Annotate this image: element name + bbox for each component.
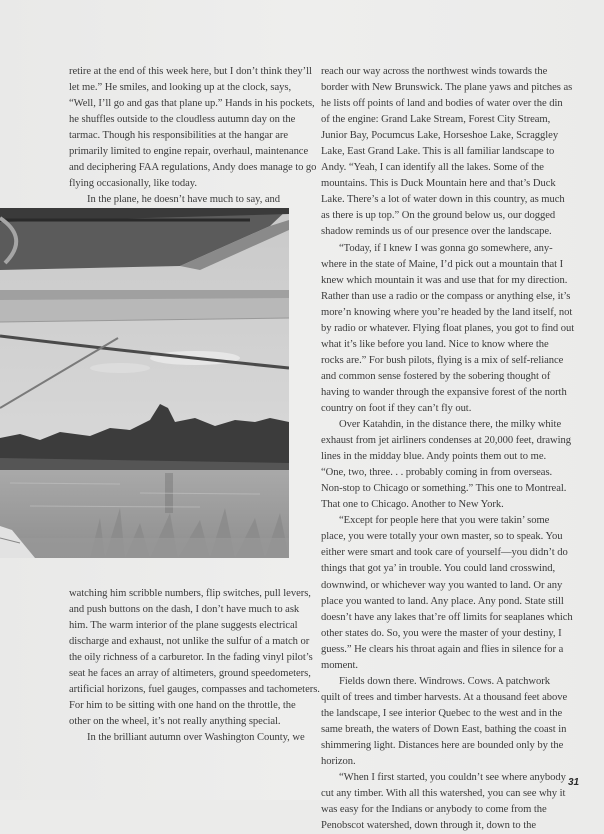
- text-line: things that got ya’ in trouble. You could land crosswind,: [321, 563, 556, 575]
- text-line: him. The warm interior of the plane suggests electrical: [69, 620, 298, 632]
- text-line: “One, two, three. . . probably coming in from overseas.: [321, 467, 553, 479]
- text-line: the oily richness of a carburetor. In the fading vinyl pilot’s: [69, 652, 313, 664]
- text-line: place, you were totally your own master, so to speak. You: [321, 531, 563, 543]
- text-line: “Well, I’ll go and gas that plane up.” Hands in his pockets,: [69, 98, 315, 110]
- text-line: exhaust from jet airliners condenses at 20,000 feet, drawing: [321, 435, 571, 447]
- text-line: flying occasionally, like today.: [69, 178, 197, 190]
- text-line: and common sense fostered by the sobering thought of: [321, 370, 551, 382]
- text-line: quilt of trees and timber harvests. At a thousand feet above: [321, 691, 568, 703]
- text-line: That one to Chicago. Another to New York.: [321, 499, 504, 511]
- text-line: primarily limited to engine repair, overhaul, maintenance: [69, 146, 309, 158]
- text-line: doesn’t have any lakes that’re off limits for seaplanes which: [321, 611, 573, 623]
- text-line: tarmac. Though his responsibilities at the hangar are: [69, 130, 288, 142]
- text-line: country on foot if they can’t fly out.: [321, 402, 472, 414]
- text-line: moment.: [321, 659, 359, 671]
- text-line: place you wanted to land. Any place. Any pond. State still: [321, 595, 564, 607]
- text-line: border with New Brunswick. The plane yaws and pitches as: [321, 82, 573, 94]
- text-line: knew which mountain it was and use that for my direction.: [321, 274, 568, 286]
- text-line: Lake. There’s a lot of water down in this country, as much: [321, 194, 565, 206]
- text-line: guess.” He clears his throat again and flies in silence for a: [321, 643, 564, 655]
- text-line: Andy. “Yeah, I can identify all the lakes. Some of the: [321, 162, 544, 174]
- text-line: having to wander through the expansive forest of the north: [321, 386, 567, 398]
- text-line: shadow reminds us of our presence over the landscape.: [321, 226, 552, 238]
- text-line: other states do. So, you were the master of your destiny, I: [321, 627, 562, 639]
- text-line: the landscape, I see interior Quebec to the west and in the: [321, 707, 563, 719]
- text-line: reach our way across the northwest winds towards the: [321, 66, 548, 77]
- text-line: Rather than use a radio or the compass or anything else, it’s: [321, 290, 571, 302]
- text-line: other on the wheel, it’s not really anything special.: [69, 716, 281, 728]
- left-column-top-text: [69, 64, 317, 208]
- text-line: he lists off points of land and bodies of water over the din: [321, 98, 563, 110]
- text-line: where in the state of Maine, I’d pick out a mountain that I: [321, 258, 564, 270]
- text-line: discharge and exhaust, not unlike the sulfur of a match or: [69, 636, 310, 648]
- text-line: either were smart and took care of yourself—you didn’t do: [321, 547, 568, 559]
- text-line: retire at the end of this week here, but I don’t think they’ll: [69, 66, 312, 77]
- text-line: downwind, or whichever way you wanted to land. Or any: [321, 579, 563, 591]
- text-line: shimmering light. Distances here are bounded only by the: [321, 739, 564, 751]
- text-line: and deciphering FAA regulations, Andy does manage to go: [69, 162, 317, 174]
- text-line: of the engine: Grand Lake Stream, Forest City Stream,: [321, 114, 551, 126]
- text-line: In the brilliant autumn over Washington County, we: [87, 732, 305, 744]
- text-line: Non-stop to Chicago or something.” This one to Montreal.: [321, 483, 567, 495]
- text-line: lines in the midday blue. Andy points them out to me.: [321, 451, 547, 463]
- text-line: artificial horizons, fuel gauges, compasses and tachometers.: [69, 684, 320, 696]
- text-line: what it’s like before you land. Nice to know where the: [321, 338, 549, 350]
- text-line: Fields down there. Windrows. Cows. A patchwork: [339, 675, 550, 687]
- text-line: Penobscot watershed, down through it, down to the: [321, 820, 536, 832]
- text-line: same breath, the waters of Down East, bathing the coast in: [321, 723, 567, 735]
- text-line: cut any timber. With all this watershed, you can see why it: [321, 788, 566, 800]
- text-line: Lake, East Grand Lake. This is all familiar landscape to: [321, 146, 555, 158]
- text-line: Junior Bay, Pocumcus Lake, Horseshoe Lake, Scraggley: [321, 130, 559, 142]
- text-line: In the plane, he doesn’t have much to say, and: [87, 194, 281, 206]
- text-line: “When I first started, you couldn’t see where anybody: [339, 772, 566, 784]
- text-line: watching him scribble numbers, flip switches, pull levers,: [69, 588, 311, 599]
- text-line: as there is up top.” On the ground below us, our dogged: [321, 210, 556, 222]
- page-number: 31: [568, 777, 580, 788]
- text-line: horizon.: [321, 756, 356, 768]
- text-line: “Today, if I knew I was gonna go somewhere, any-: [339, 242, 553, 254]
- text-line: rocks are.” For bush pilots, flying is a mix of self-reliance: [321, 354, 564, 366]
- text-line: Over Katahdin, in the distance there, the milky white: [339, 419, 562, 431]
- text-line: he shuffles outside to the cloudless autumn day on the: [69, 114, 296, 126]
- text-line: more’n knowing where you’re headed by the land itself, not: [321, 306, 573, 318]
- left-column-bottom-text: [69, 586, 320, 746]
- text-line: and push buttons on the dash, I don’t have much to ask: [69, 604, 300, 616]
- text-line: For him to be sitting with one hand on the throttle, the: [69, 700, 296, 712]
- text-line: mountains. This is Duck Mountain here and that’s Duck: [321, 178, 556, 190]
- photo-image-icon: [0, 208, 289, 558]
- text-line: was easy for the Indians or anybody to come from the: [321, 804, 547, 816]
- text-line: let me.” He smiles, and looking up at the clock, says,: [69, 82, 292, 94]
- text-line: “Except for people here that you were takin’ some: [339, 515, 550, 527]
- floatplane-lake-photo: [0, 208, 289, 558]
- text-line: by radio or whatever. Flying float planes, you got to find out: [321, 322, 575, 334]
- text-line: seat he faces an array of altimeters, ground speedometers,: [69, 668, 311, 680]
